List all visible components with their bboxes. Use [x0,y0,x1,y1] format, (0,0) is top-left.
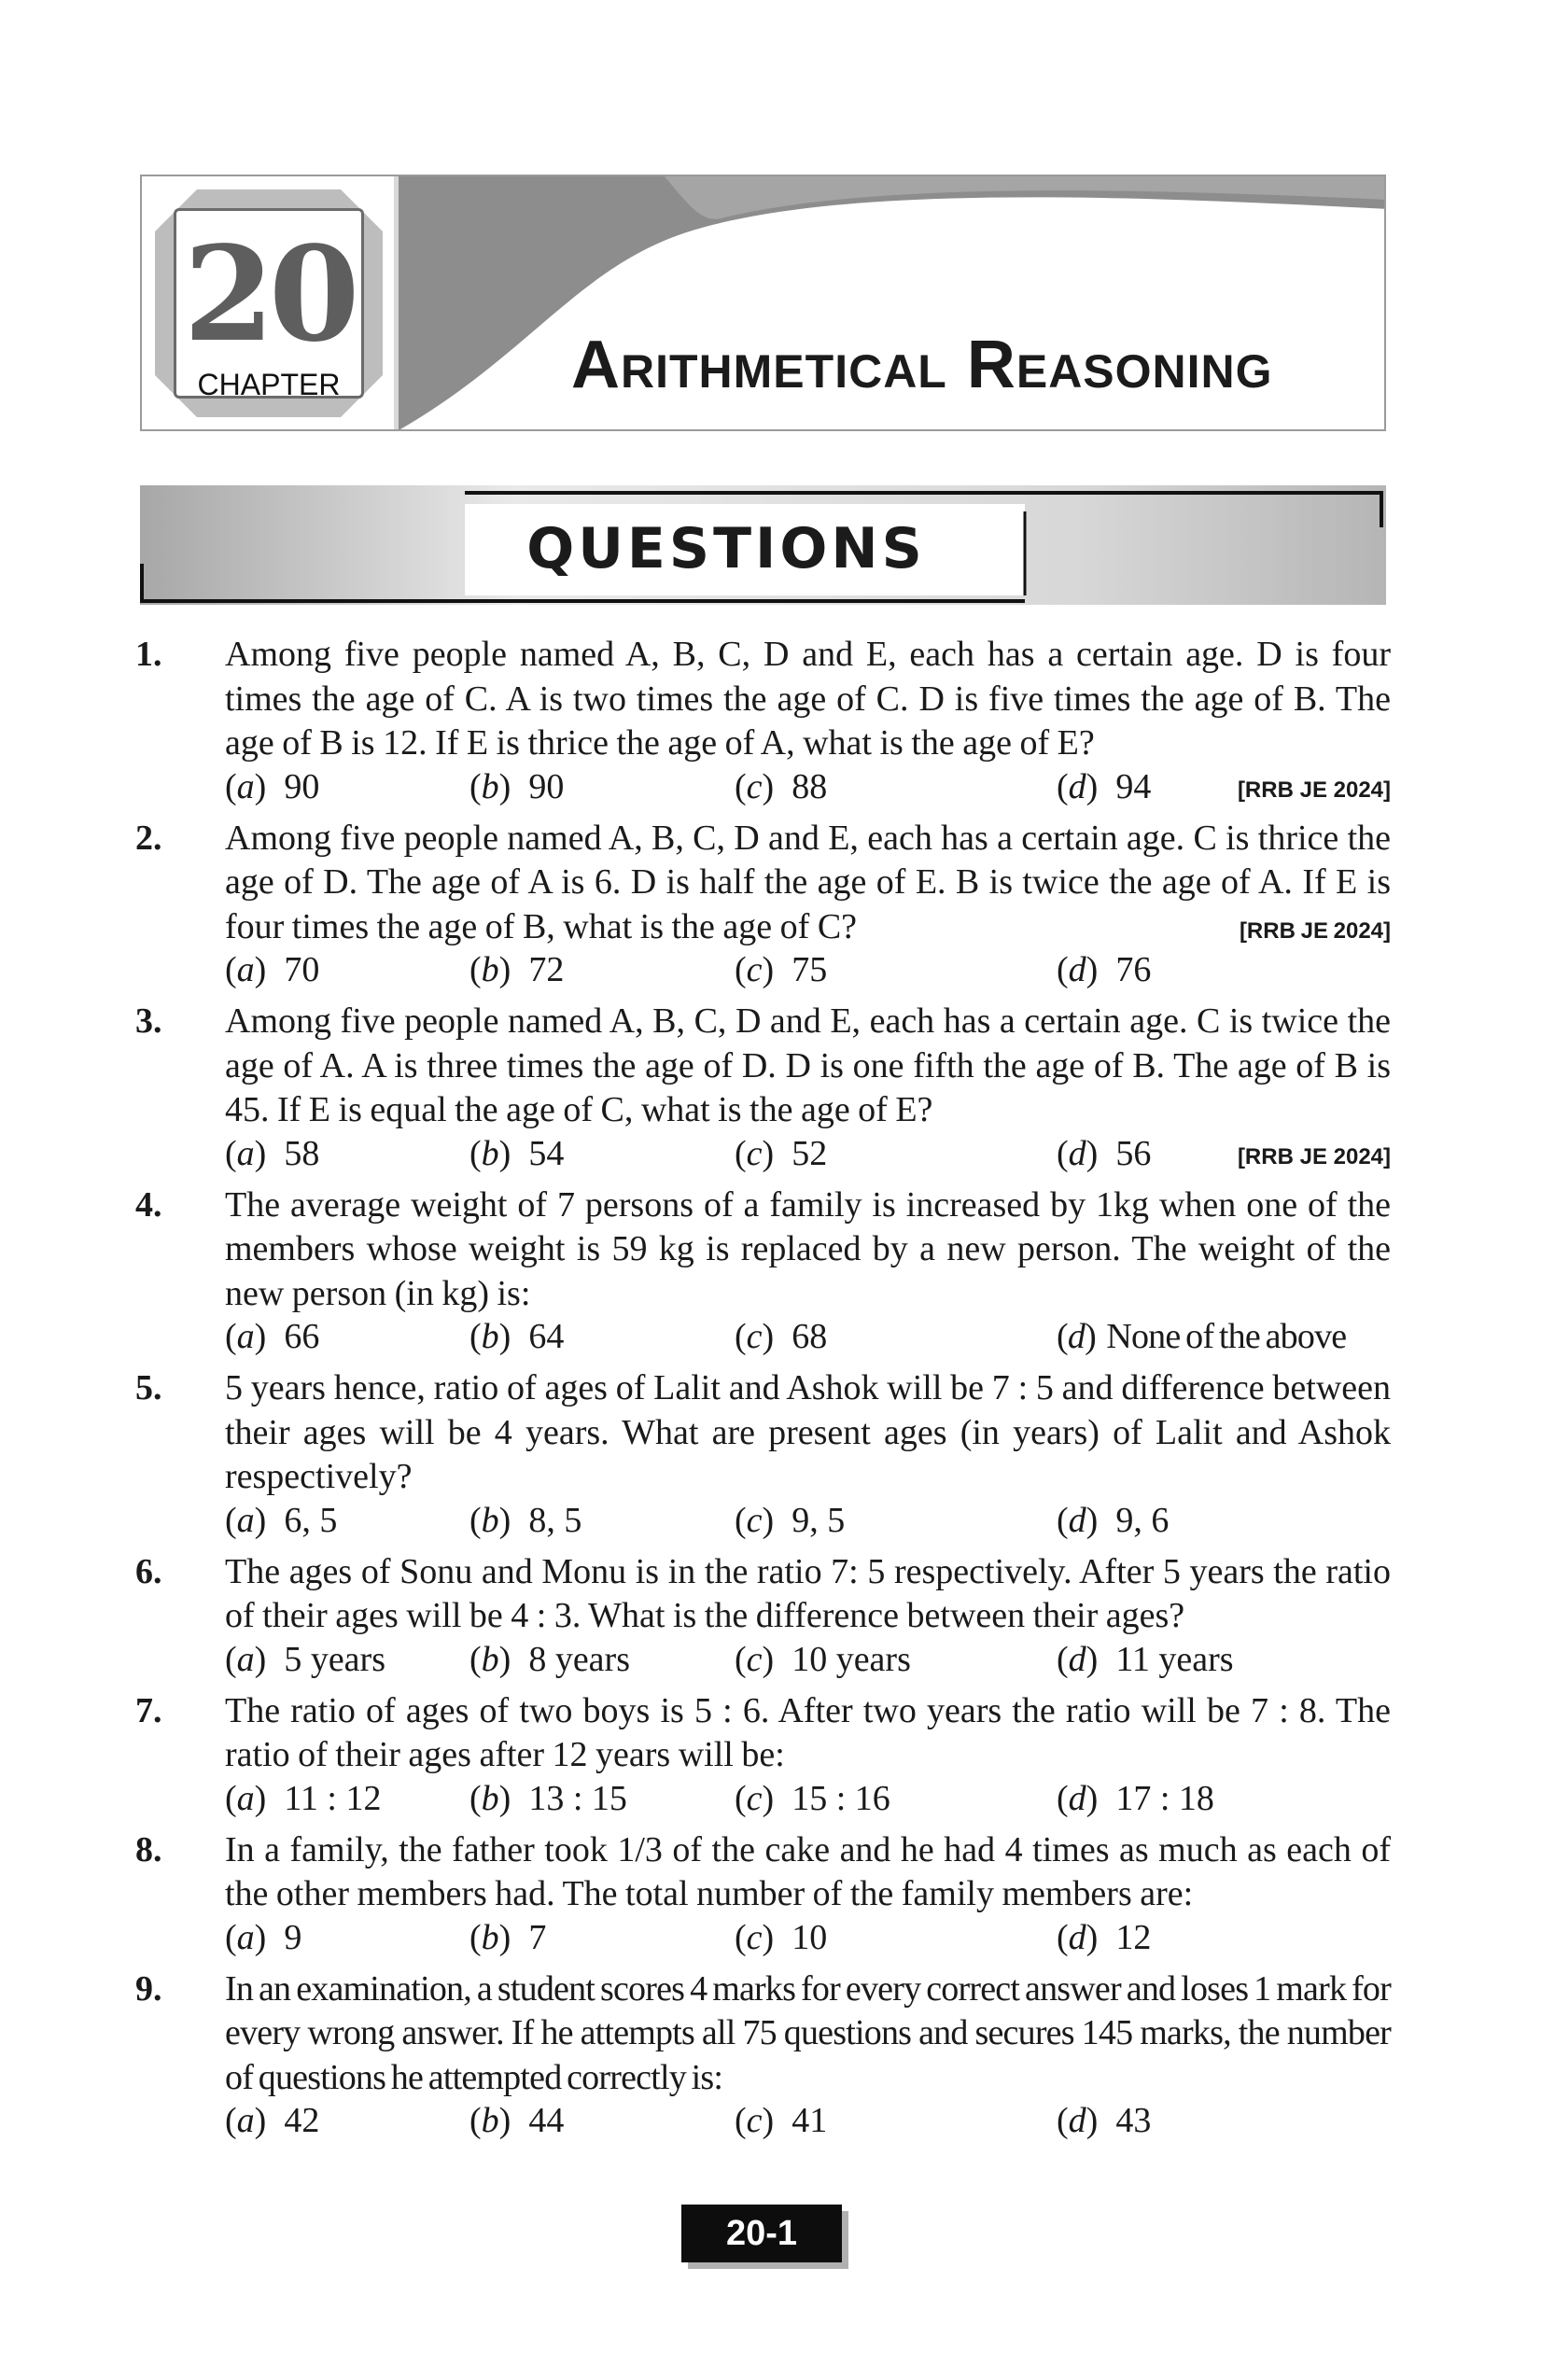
option-a: (a) 11 : 12 [225,1778,382,1818]
option-b: (b) 64 [469,1317,565,1356]
question-text [225,817,1391,950]
question-text: The ratio of ages of two boys is 5 : 6. After two years the ratio will be 7 : 8. The ratio of their ages after 12 years will be: [225,1690,1391,1774]
source-tag: [RRB JE 2024] [1237,777,1391,803]
option-a: (a) 5 years [225,1639,385,1679]
chapter-badge-inner [174,208,364,399]
options-row [225,2100,1391,2141]
question-item [135,817,1391,991]
question-item [135,1689,1391,1819]
question-number: 2. [135,818,162,858]
option-a: (a) 58 [225,1133,320,1173]
source-tag: [RRB JE 2024] [1237,1143,1391,1169]
chapter-number: 20 [183,218,355,371]
option-c: (c) 68 [735,1317,828,1356]
option-b: (b) 7 [469,1917,547,1957]
option-c: (c) 10 [735,1917,828,1957]
chapter-label: CHAPTER [197,368,341,401]
question-number: 3. [135,1001,162,1041]
question-text: The average weight of 7 persons of a family is increased by 1kg when one of the members whose weight is 59 kg is replaced by a new person. The weight of the new person (in kg) is: [225,1184,1391,1313]
chapter-title: Arithmetical Reasoning [571,328,1273,402]
question-item [135,1183,1391,1358]
options-row [225,1500,1391,1541]
question-number: 4. [135,1184,162,1225]
option-b: (b) 8, 5 [469,1500,582,1540]
page-number: 20-1 [681,2205,842,2262]
option-a: (a) 9 [225,1917,302,1957]
option-b: (b) 13 : 15 [469,1778,627,1818]
question-item [135,1550,1391,1680]
question-number: 5. [135,1368,162,1407]
option-d: (d) 43 [1057,2101,1152,2140]
question-text: Among five people named A, B, C, D and E, each has a certain age. D is four times the age of C. A is two times the age of C. D is five times the age of B. The age of B is 12. If E is thrice the age of A, what is the age of E? [225,635,1391,763]
option-a: (a) 90 [225,766,320,806]
option-d: (d) 17 : 18 [1057,1778,1214,1818]
option-b: (b) 44 [469,2101,565,2140]
option-c: (c) 10 years [735,1639,911,1679]
option-c: (c) 15 : 16 [735,1778,890,1818]
option-a: (a) 42 [225,2101,320,2140]
option-d: (d) 11 years [1057,1639,1234,1679]
question-text: In an examination, a student scores 4 marks for every correct answer and loses 1 mark for every wrong answer. If he attempts all 75 questions and secures 145 marks, the number of questions he attempted correctly is: [225,1968,1391,2097]
option-b: (b) 54 [469,1133,565,1173]
option-d: (d) None of the above [1057,1317,1347,1356]
question-number: 8. [135,1829,162,1869]
option-a: (a) 70 [225,950,320,989]
chapter-banner [140,175,1386,431]
question-number: 9. [135,1968,162,2009]
options-row [225,1778,1391,1819]
option-d: (d) 9, 6 [1057,1500,1170,1540]
questions-header [140,485,1391,607]
question-text: 5 years hence, ratio of ages of Lalit and Ashok will be 7 : 5 and difference between their ages will be 4 years. What are present ages (in years) of Lalit and Ashok respectively? [225,1368,1391,1496]
option-c: (c) 41 [735,2101,828,2140]
question-text: Among five people named A, B, C, D and E, each has a certain age. C is twice the age of A. A is three times the age of D. D is one fifth the age of B. The age of B is 45. If E is equal the age of C, what is the age of E? [225,1001,1391,1129]
options-row [225,949,1391,990]
options-row [225,766,1391,807]
option-c: (c) 88 [735,766,828,806]
question-item [135,1000,1391,1174]
options-row [225,1917,1391,1958]
option-b: (b) 8 years [469,1639,630,1679]
options-row [225,1316,1391,1357]
question-number: 7. [135,1690,162,1730]
question-item [135,1828,1391,1958]
question-text-body: Among five people named A, B, C, D and E, each has a certain age. C is thrice the age of D. The age of A is 6. D is half the age of E. B is twice the age of A. If E is four times the age of B, what is the age of C? [225,818,1391,946]
option-d: (d) 56 [1057,1133,1152,1173]
question-list [135,633,1391,2150]
option-d: (d) 94 [1057,766,1152,806]
option-c: (c) 75 [735,950,828,989]
question-item [135,633,1391,807]
question-number: 1. [135,635,162,674]
question-number: 6. [135,1551,162,1591]
question-text: In a family, the father took 1/3 of the cake and he had 4 times as much as each of the other members had. The total number of the family members are: [225,1829,1391,1913]
option-a: (a) 6, 5 [225,1500,338,1540]
source-tag: [RRB JE 2024] [1239,917,1391,944]
option-d: (d) 76 [1057,950,1152,989]
options-row [225,1133,1391,1174]
option-b: (b) 90 [469,766,565,806]
question-text: The ages of Sonu and Monu is in the ratio 7: 5 respectively. After 5 years the ratio of their ages will be 4 : 3. What is the difference between their ages? [225,1551,1391,1635]
option-b: (b) 72 [469,950,565,989]
section-title: QUESTIONS [526,516,926,581]
option-c: (c) 9, 5 [735,1500,846,1540]
options-row [225,1639,1391,1680]
option-c: (c) 52 [735,1133,828,1173]
question-item [135,1366,1391,1541]
option-d: (d) 12 [1057,1917,1152,1957]
question-item [135,1967,1391,2142]
option-a: (a) 66 [225,1317,320,1356]
